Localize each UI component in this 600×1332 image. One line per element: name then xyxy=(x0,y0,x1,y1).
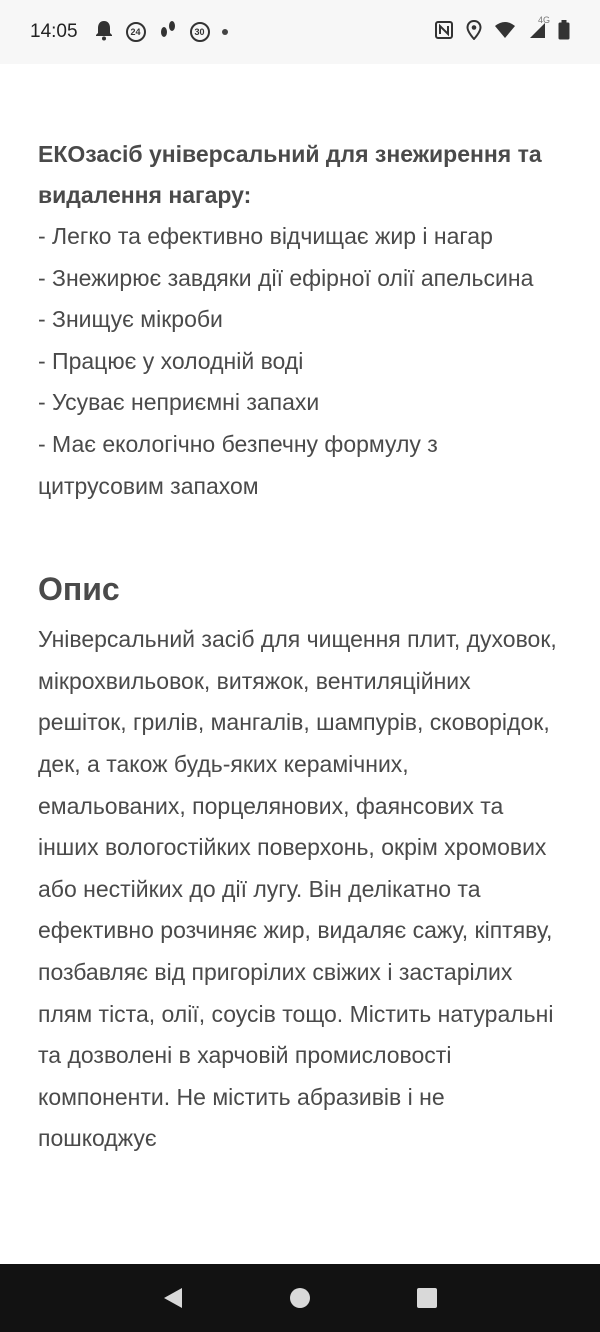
recents-square-icon xyxy=(415,1286,439,1310)
home-button[interactable] xyxy=(280,1278,320,1318)
battery-icon xyxy=(558,20,570,45)
feature-item: - Легко та ефективно відчищає жир і нагар xyxy=(38,223,493,249)
feature-item: - Знищує мікроби xyxy=(38,306,223,333)
product-content xyxy=(0,64,600,1264)
location-icon xyxy=(466,20,482,45)
feature-item: - Знежирює завдяки дії ефірної олії апельсина xyxy=(38,264,534,291)
badge-24-icon: 24 xyxy=(126,22,146,42)
status-bar xyxy=(0,0,600,64)
network-type-label: 4G xyxy=(537,14,550,25)
status-bar-right xyxy=(434,14,570,45)
recents-button[interactable] xyxy=(407,1278,447,1318)
description-heading: Опис xyxy=(38,571,120,608)
badge-30-icon: 30 xyxy=(190,22,210,42)
home-circle-icon xyxy=(288,1286,312,1310)
system-navigation-bar xyxy=(0,1264,600,1332)
feature-item: - Усуває неприємні запахи xyxy=(38,389,320,416)
nfc-icon xyxy=(434,20,454,45)
status-bar-left xyxy=(30,19,228,46)
footsteps-icon xyxy=(158,19,178,46)
wifi-icon xyxy=(494,21,516,44)
back-button[interactable] xyxy=(153,1278,193,1318)
features-title: ЕКОзасіб універсальний для знежирення та видалення нагару: xyxy=(38,141,542,208)
more-notifications-dot-icon xyxy=(222,29,228,35)
feature-item: - Працює у холодній воді xyxy=(38,347,304,374)
description-text: Універсальний засіб для чищення плит, духовок, мікрохвильовок, витяжок, вентиляційних решіток, грилів, мангалів, шампурів, сковорідок, дек, а також будь-яких керамічних, емальованих, порцелянових, фаянсових та інших вологостійких поверхонь, окрім хромових або нестійких до дії лугу. Він делікатно та ефективно розчиняє жир, видаляє сажу, кіптяву, позбавляє від пригорілих свіжих і застарілих плям тіста, олії, соусів тощо. Містить натуральні та дозволені в харчовій промисловості компоненти. Не містить абразивів і не пошкоджує xyxy=(38,626,557,1152)
notification-bell-icon xyxy=(94,19,114,46)
back-triangle-icon xyxy=(162,1286,184,1310)
features-list xyxy=(38,216,562,507)
status-time: 14:05 xyxy=(30,21,78,42)
feature-item: - Має екологічно безпечну формулу з цитрусовим запахом xyxy=(38,430,438,499)
cellular-signal-icon xyxy=(528,14,550,44)
